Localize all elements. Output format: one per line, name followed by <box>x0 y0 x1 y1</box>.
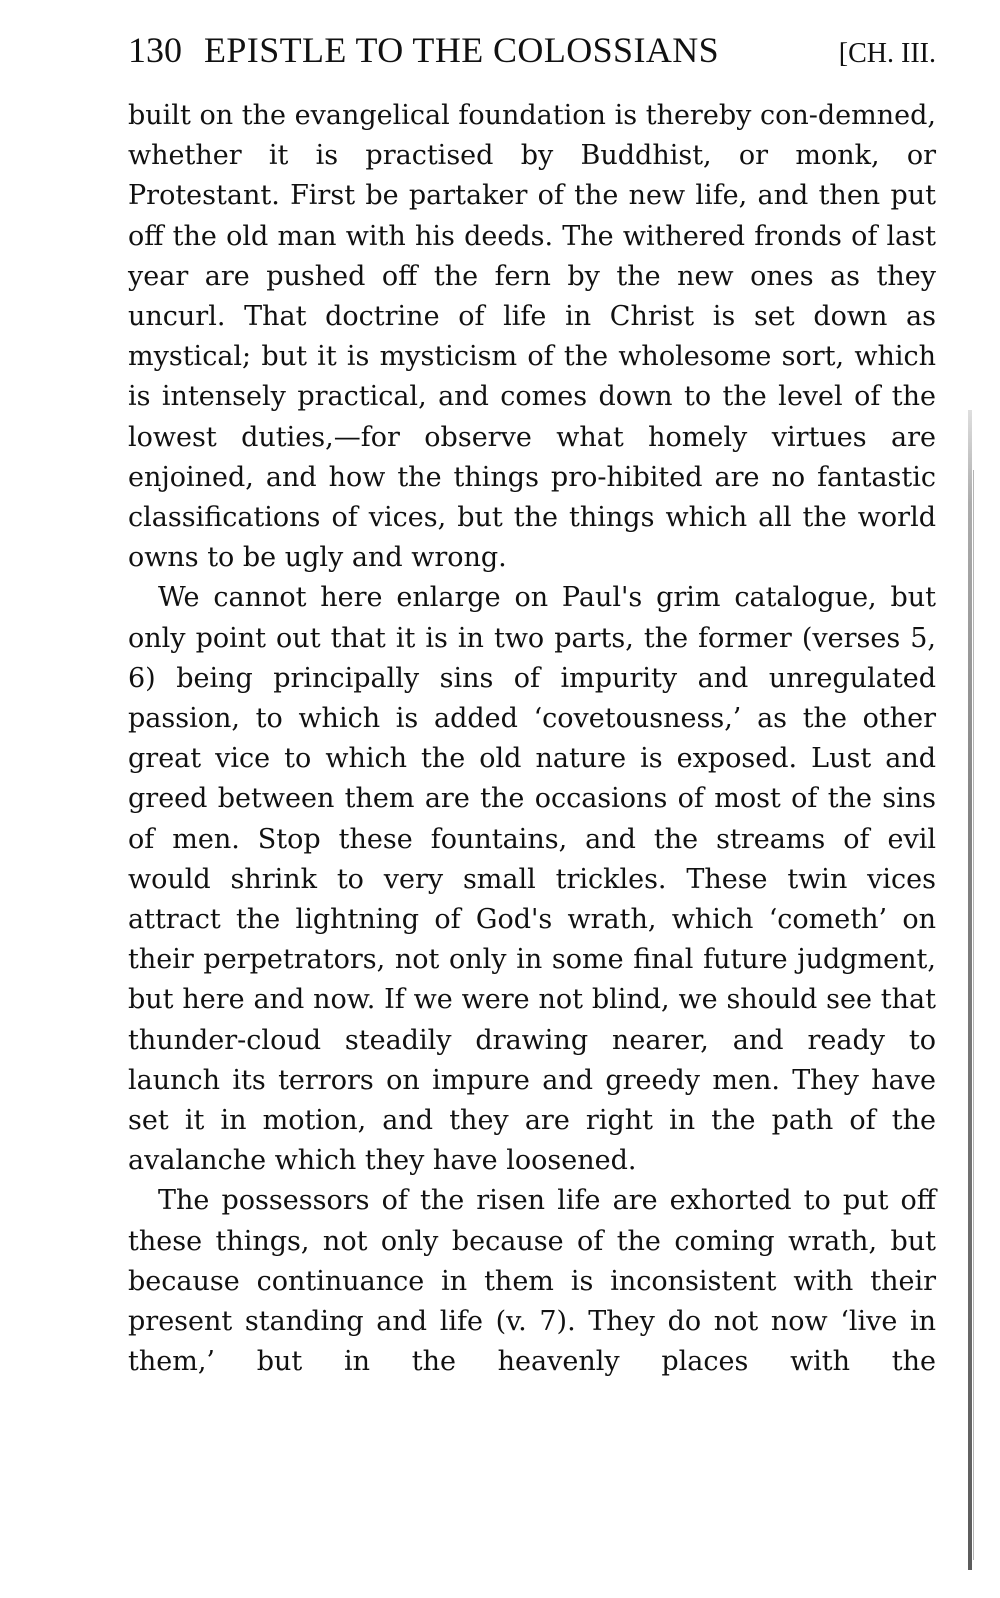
page-number: 130 <box>128 30 182 70</box>
scan-margin-line <box>973 470 974 1560</box>
paragraph-1: built on the evangelical foundation is thereby con-demned, whether it is practised by Buddhist, or monk, or Protestant. First be partaker of the new life, and then put off the old man with his deeds. The withered fronds of last year are pushed off the fern by the new ones as they uncurl. That doctrine of life in Christ is set down as mystical; but it is mysticism of the wholesome sort, which is intensely practical, and comes down to the level of the lowest duties,—for observe what homely virtues are enjoined, and how the things pro-hibited are no fantastic classifications of vices, but the things which all the world owns to be ugly and wrong. <box>128 100 936 574</box>
chapter-reference: [CH. III. <box>838 38 936 69</box>
scan-margin-shadow <box>968 410 972 1570</box>
paragraph-2: We cannot here enlarge on Paul's grim catalogue, but only point out that it is in two parts, the former (verses 5, 6) being principally sins of impurity and unregulated passion, to which is added ‘covetousness,’ as the other great vice to which the old nature is exposed. Lust and greed between them are the occasions of most of the sins of men. Stop these fountains, and the streams of evil would shrink to very small trickles. These twin vices attract the lightning of God's wrath, which ‘cometh’ on their perpetrators, not only in some final future judgment, but here and now. If we were not blind, we should see that thunder-cloud steadily drawing nearer, and ready to launch its terrors on impure and greedy men. They have set it in motion, and they are right in the path of the avalanche which they have loosened. <box>128 582 936 1177</box>
body-text <box>128 96 936 1383</box>
page-header <box>128 30 940 70</box>
paragraph-3: The possessors of the risen life are exhorted to put off these things, not only because of the coming wrath, but because continuance in them is inconsistent with their present standing and life (v. 7). They do not now ‘live in them,’ but in the heavenly places with the <box>128 1185 936 1378</box>
running-title: EPISTLE TO THE COLOSSIANS <box>204 30 720 70</box>
